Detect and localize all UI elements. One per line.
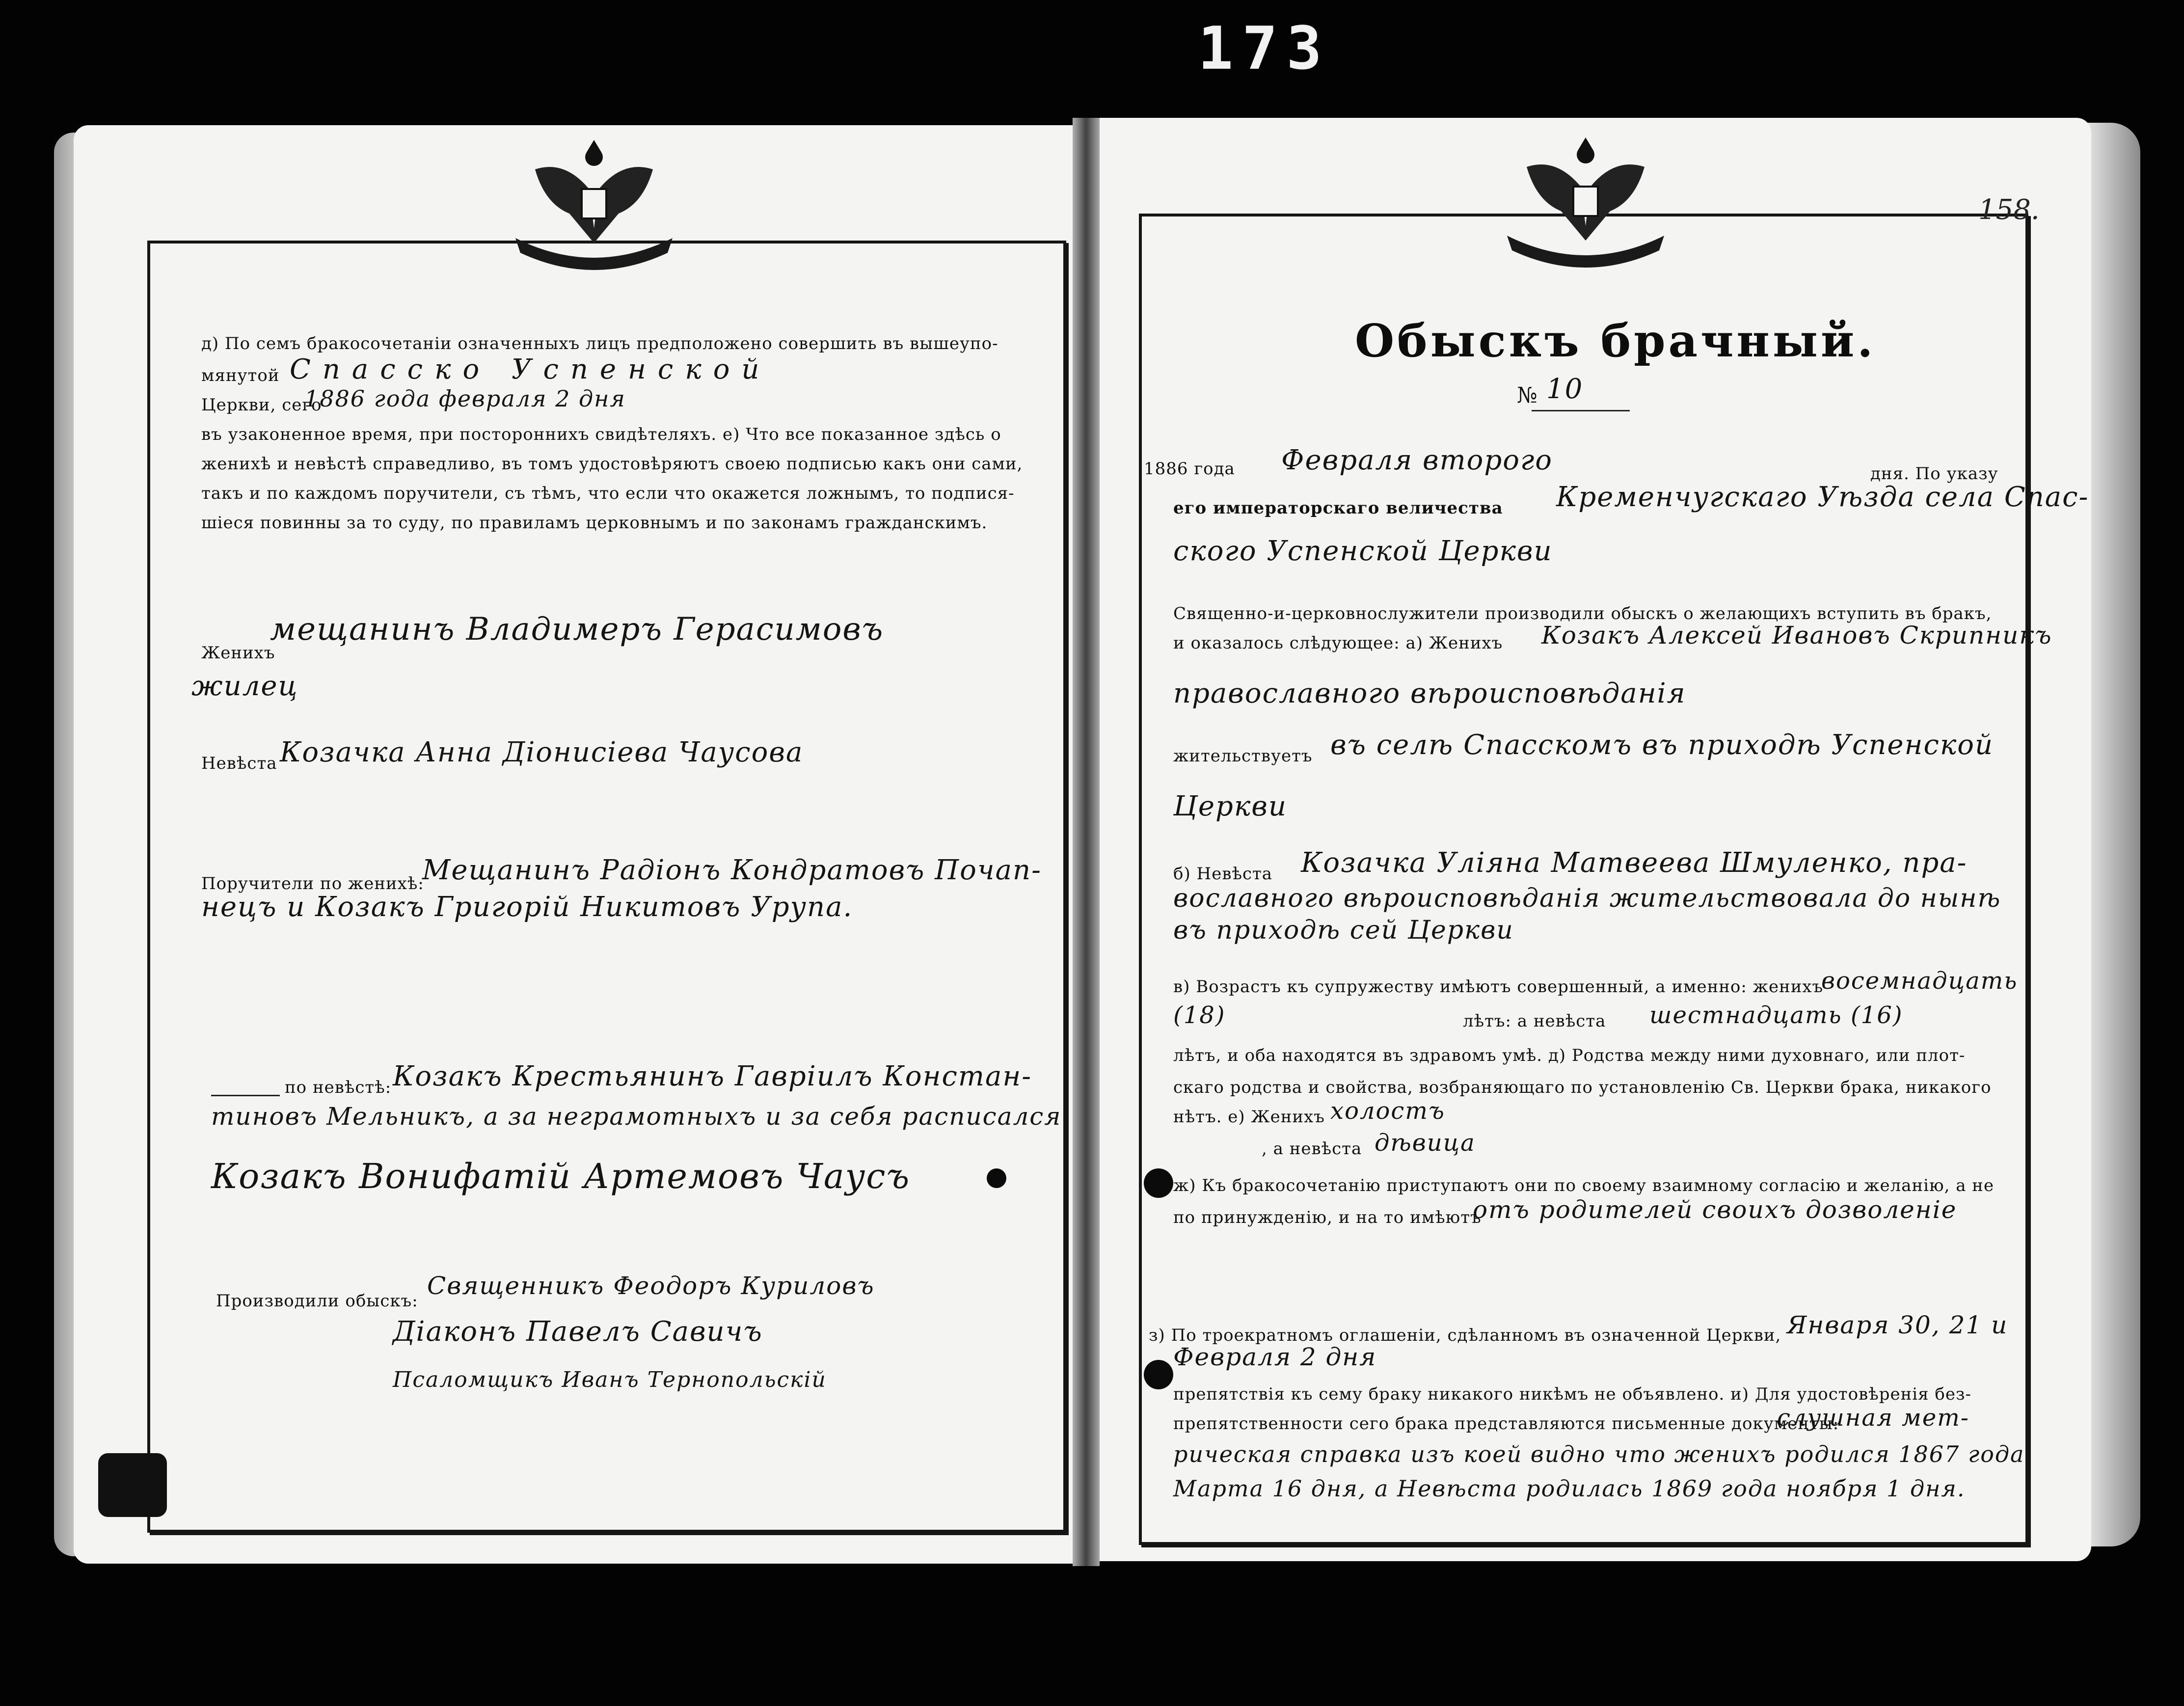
left-line-6: такъ и по каждомъ поручители, съ тѣмъ, что если что окажется ложнымъ, то подпися-: [201, 484, 1015, 503]
bride-label: Невѣста: [201, 754, 277, 773]
groom-age-number: (18): [1173, 1002, 1226, 1029]
bride-marital-status: дѣвица: [1375, 1129, 1476, 1157]
banns-dates-2: Февраля 2 дня: [1173, 1343, 1377, 1371]
groom-religion: православного вѣроисповѣданiя: [1173, 677, 1686, 709]
record-number-label: №: [1517, 383, 1538, 408]
age-years-label: лѣтъ: а невѣста: [1463, 1011, 1606, 1031]
imperial-eagle-emblem-icon: [1497, 128, 1674, 275]
date-written: Февраля второго: [1281, 444, 1553, 476]
groom-guarantors-label: Поручители по женихѣ:: [201, 874, 424, 894]
ink-spot: [987, 1168, 1006, 1188]
clergy-line-1: Священно-и-церковнослужители производили обыскъ о желающихъ вступить въ бракъ,: [1173, 604, 1992, 623]
day-label: дня. По указу: [1870, 464, 1998, 484]
conducted-priest: Священникъ Феодоръ Куриловъ: [427, 1272, 875, 1300]
consent-line-1: ж) Къ бракосочетанiю приступаютъ они по своему взаимному согласiю и желанiю, а не: [1173, 1176, 1995, 1195]
documents-3: Марта 16 дня, а Невѣста родилась 1869 года ноября 1 дня.: [1173, 1475, 1966, 1502]
ink-spot: [1144, 1360, 1173, 1389]
groom-name: мещанинъ Владимеръ Герасимовъ: [270, 611, 884, 648]
bride-guarantors-1: Козакъ Крестьянинъ Гаврiилъ Констан-: [393, 1060, 1032, 1092]
bride-parish: въ приходѣ сей Церкви: [1173, 916, 1514, 945]
bride-label-right: б) Невѣста: [1173, 864, 1273, 884]
bride-guarantors-label: по невѣстѣ:: [285, 1078, 392, 1097]
groom-name-right: Козакъ Алексей Ивановъ Скрипникъ: [1541, 621, 2052, 650]
left-line-2-label: мянутой: [201, 366, 280, 385]
groom-marital-status: холостъ: [1330, 1097, 1445, 1125]
church-name-2: ского Успенской Церкви: [1173, 535, 1553, 567]
bride-status-label: , а невѣста: [1262, 1139, 1362, 1159]
left-line-4: въ узаконенное время, при постороннихъ свидѣтеляхъ. е) Что все показанное здѣсь о: [201, 425, 1001, 444]
conducted-label: Производили обыскъ:: [216, 1291, 418, 1311]
residence-2: Церкви: [1173, 790, 1287, 822]
consent-line-2: по принужденiю, и на то имѣютъ: [1173, 1208, 1482, 1227]
groom-age: восемнадцать: [1821, 967, 2018, 995]
groom-guarantors-1: Мещанинъ Радiонъ Кондратовъ Почап-: [422, 854, 1042, 886]
folio-number: 158.: [1978, 194, 2040, 226]
left-line-7: шiеся повинны за то суду, по правиламъ церковнымъ и по законамъ гражданскимъ.: [201, 513, 988, 533]
number-underline: [1532, 410, 1630, 411]
document-title: Обыскъ брачный.: [1355, 314, 1876, 367]
blank-rule: [211, 1095, 280, 1096]
bride-name-right: Козачка Улiяна Матвеева Шмуленко, пра-: [1301, 847, 1968, 879]
parental-consent: отъ родителей своихъ дозволенiе: [1473, 1195, 1957, 1224]
left-line-3-label: Церкви, сего: [201, 395, 322, 415]
year-label: 1886 года: [1144, 459, 1235, 479]
left-wedding-date: 1886 года февраля 2 дня: [304, 385, 626, 412]
residence-label: жительствуетъ: [1173, 746, 1313, 766]
left-line-5: женихѣ и невѣстѣ справедливо, въ томъ удостовѣряютъ своею подписью какъ они сами,: [201, 454, 1023, 474]
kinship-line-2: нѣтъ. е) Женихъ: [1173, 1107, 1325, 1127]
banns-line: з) По троекратномъ оглашенiи, сдѣланномъ въ означенной Церкви,: [1149, 1326, 1781, 1345]
record-number: 10: [1546, 373, 1584, 405]
age-line: в) Возрастъ къ супружеству имѣютъ совершенный, а именно: женихъ: [1173, 977, 1824, 997]
frame-number: 173: [1198, 15, 1331, 83]
imperial-eagle-emblem-icon: [506, 130, 682, 277]
residence-1: въ селѣ Спасскомъ въ приходѣ Успенской: [1330, 729, 1994, 761]
bride-guarantors-2: тиновъ Мельникъ, а за неграмотныхъ и за себя расписался: [211, 1102, 1062, 1131]
binding-tab: [98, 1453, 167, 1517]
bride-religion: вославного вѣроисповѣданiя жительствовала до нынѣ: [1173, 884, 2001, 913]
documents-1: слушная мет-: [1777, 1404, 1969, 1432]
kinship-line-1: скаго родства и свойства, возбраняющаго по установленiю Св. Церкви брака, никакого: [1173, 1078, 1992, 1097]
bride-age: шестнадцать (16): [1649, 1002, 1903, 1029]
banns-dates-1: Января 30, 21 и: [1787, 1311, 2008, 1339]
groom-label: Женихъ: [201, 643, 275, 663]
impediment-line-1: препятствiя къ сему браку никакого никѣмъ не объявлено. и) Для удостовѣренiя без-: [1173, 1384, 1972, 1404]
left-church-name: Спасско Успенской: [290, 353, 771, 385]
church-name-1: Кременчугскаго Уѣзда села Спас-: [1556, 481, 2089, 513]
left-line-1: д) По семъ бракосочетанiи означенныхъ лицъ предположено совершить въ вышеупо-: [201, 334, 998, 353]
conducted-psalmist: Псаломщикъ Иванъ Тернопольскiй: [393, 1367, 827, 1392]
book-gutter: [1073, 118, 1100, 1566]
documents-2: рическая справка изъ коей видно что женихъ родился 1867 года: [1173, 1441, 2025, 1467]
bride-guarantors-3: Козакъ Вонифатiй Артемовъ Чаусъ: [211, 1156, 911, 1196]
groom-guarantors-2: нецъ и Козакъ Григорiй Никитовъ Урупа.: [201, 891, 853, 923]
groom-status: жилец: [191, 670, 298, 702]
ink-spot: [1144, 1168, 1173, 1198]
conducted-deacon: Дiаконъ Павелъ Савичъ: [393, 1316, 763, 1348]
health-line: лѣтъ, и оба находятся въ здравомъ умѣ. д) Родства между ними духовнаго, или плот-: [1173, 1046, 1966, 1065]
majesty-line: его императорскаго величества: [1173, 498, 1503, 518]
bride-name: Козачка Анна Дiонисiева Чаусова: [280, 736, 804, 768]
impediment-line-2: препятственности сего брака представляются письменные документы:: [1173, 1414, 1839, 1434]
clergy-line-2: и оказалось слѣдующее: а) Женихъ: [1173, 633, 1503, 653]
